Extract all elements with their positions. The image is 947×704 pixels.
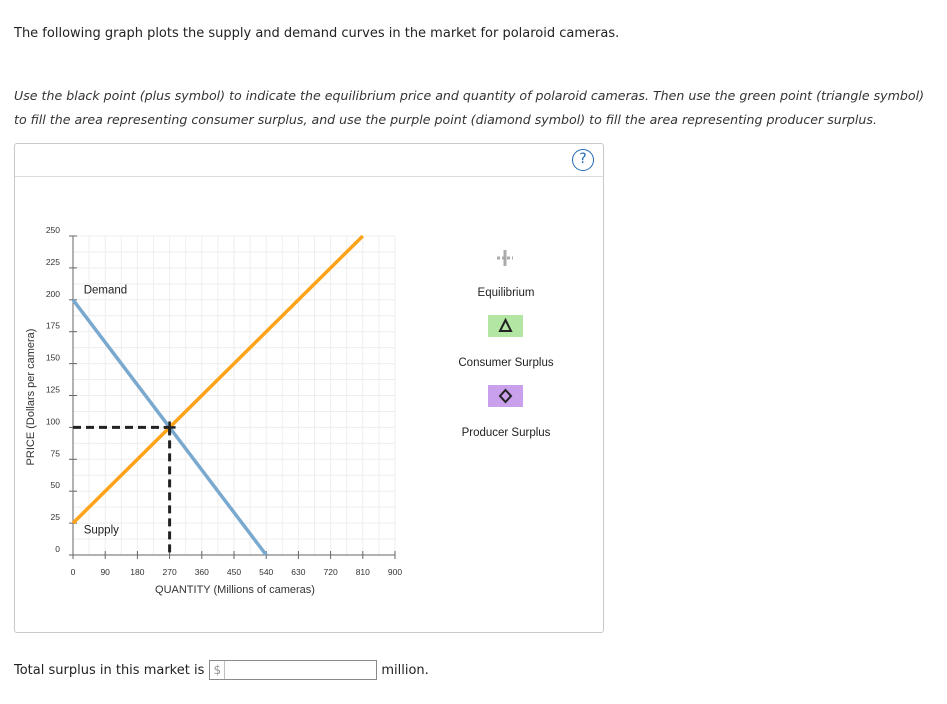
help-icon: ? [579,151,587,167]
x-tick-label: 270 [162,567,177,577]
total-surplus-row [14,660,429,680]
x-tick-label: 630 [291,567,306,577]
series-demand-label: Demand [83,284,128,297]
legend-producer-surplus-label: Producer Surplus [461,427,551,439]
y-tick-label: 75 [50,448,60,459]
y-tick-label: 150 [45,352,60,363]
x-tick-label: 180 [130,567,145,577]
x-tick-label: 360 [194,567,209,577]
intro-text: The following graph plots the supply and demand curves in the market for polaroid cameras. [14,26,620,41]
y-tick-label: 175 [45,320,60,331]
y-tick-label: 50 [50,480,60,491]
x-tick-label: 540 [259,567,274,577]
total-surplus-prefix: Total surplus in this market is [14,662,205,678]
legend-palette [15,144,603,632]
x-axis-label: QUANTITY (Millions of cameras) [155,584,315,596]
x-tick-label: 720 [323,567,338,577]
y-tick-label: 200 [45,288,60,299]
graph-panel [14,143,604,633]
legend-consumer-surplus-label: Consumer Surplus [458,357,554,369]
y-tick-label: 25 [50,512,60,523]
legend-equilibrium-tool[interactable] [497,250,513,266]
x-tick-label: 0 [70,567,76,577]
total-surplus-input[interactable] [225,661,376,679]
x-tick-label: 90 [100,567,110,577]
series-supply-label: Supply [83,524,119,537]
x-tick-label: 450 [226,567,242,577]
instructions-text: Use the black point (plus symbol) to indicate the equilibrium price and quantity of polaroid cameras. Then use the green point (triangle symbol) to fill the area representing consumer surplus, and use the purple point (diamond symbol) to fill the area representing producer surplus. [14,88,924,127]
y-tick-label: 250 [45,225,60,235]
legend-producer-surplus-swatch[interactable] [488,385,523,407]
dollar-sign-icon: $ [210,661,225,679]
y-tick-label: 100 [45,416,60,427]
x-tick-label: 900 [387,567,403,577]
y-tick-label: 0 [55,544,60,554]
total-surplus-field[interactable] [209,660,377,680]
y-axis-label: PRICE (Dollars per camera) [25,328,37,466]
total-surplus-suffix: million. [381,662,429,678]
x-tick-label: 810 [355,567,370,577]
y-tick-label: 125 [45,384,60,395]
y-tick-label: 225 [45,256,60,267]
legend-equilibrium-label: Equilibrium [477,287,535,299]
